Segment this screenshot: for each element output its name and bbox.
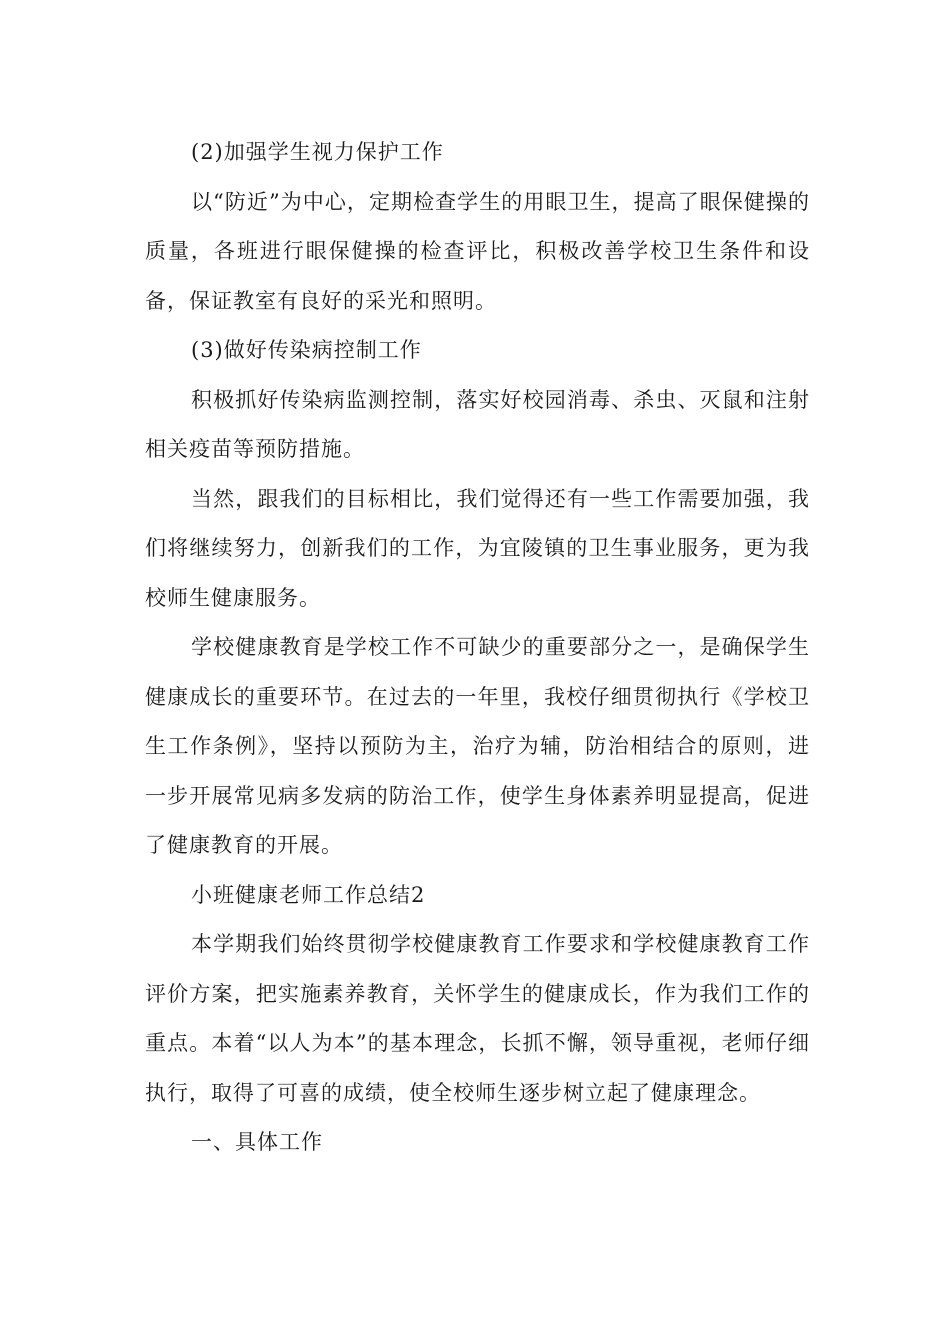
section-heading-disease: (3)做好传染病控制工作: [191, 338, 422, 362]
paragraph-health-education: 学校健康教育是学校工作不可缺少的重要部分之一，是确保学生健康成长的重要环节。在过去的一年里，我校仔细贯彻执行《学校卫生工作条例》，坚持以预防为主，治疗为辅，防治相结合的原则，进一步开展常见病多发病的防治工作，使学生身体素养明显提高，促进了健康教育的开展。: [145, 635, 810, 857]
paragraph-conclusion: 当然，跟我们的目标相比，我们觉得还有一些工作需要加强，我们将继续努力，创新我们的工作，为宜陵镇的卫生事业服务，更为我校师生健康服务。: [145, 486, 810, 610]
paragraph-disease: 积极抓好传染病监测控制，落实好校园消毒、杀虫、灭鼠和注射相关疫苗等预防措施。: [145, 387, 810, 461]
paragraph-vision: 以“防近”为中心，定期检查学生的用眼卫生，提高了眼保健操的质量，各班进行眼保健操的检查评比，积极改善学校卫生条件和设备，保证教室有良好的采光和照明。: [145, 189, 810, 313]
section-heading-vision: (2)加强学生视力保护工作: [191, 140, 444, 164]
paragraph-semester: 本学期我们始终贯彻学校健康教育工作要求和学校健康教育工作评价方案，把实施素养教育，关怀学生的健康成长，作为我们工作的重点。本着“以人为本”的基本理念，长抓不懈，领导重视，老师仔细执行，取得了可喜的成绩，使全校师生逐步树立起了健康理念。: [145, 932, 810, 1105]
section-heading-summary-2: 小班健康老师工作总结2: [191, 882, 426, 907]
section-heading-specific-work: 一、具体工作: [191, 1130, 323, 1154]
document-page: [145, 128, 810, 1168]
